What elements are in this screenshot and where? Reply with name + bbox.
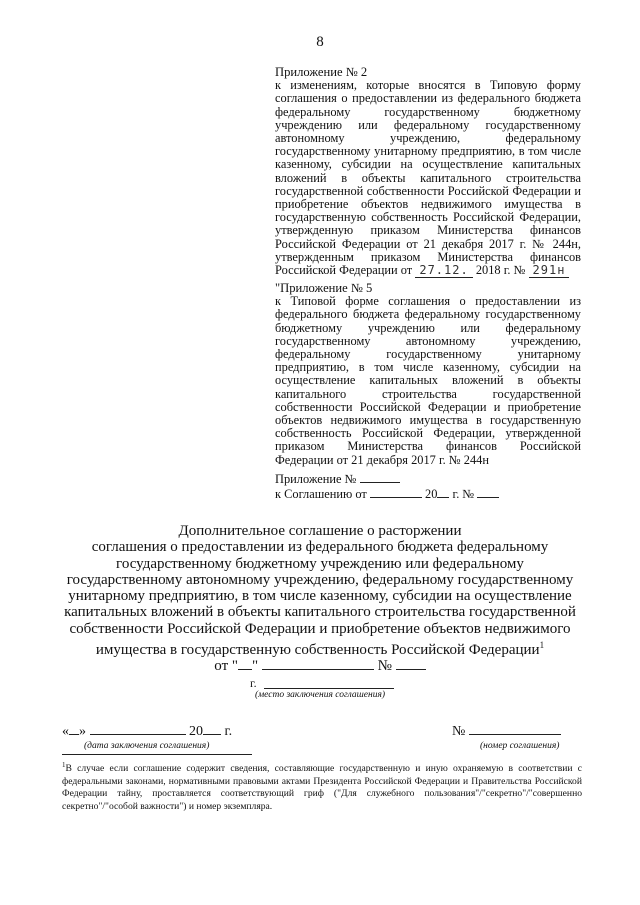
- date-number-label: №: [377, 658, 392, 675]
- agreement-title-line: капитальных вложений в объекты капитального строительства государственной: [64, 604, 576, 621]
- date-year: 20: [189, 724, 203, 739]
- annex-blank-line1: [275, 471, 581, 486]
- annex-2-body: [275, 79, 581, 277]
- agreement-number-label: №: [452, 724, 466, 739]
- place-prefix: г.: [250, 676, 257, 690]
- annex-2-header: [275, 66, 581, 277]
- annex-blank-year-line: [437, 486, 449, 498]
- date-of-conclusion: [62, 723, 262, 751]
- date-day-line: [69, 723, 79, 735]
- annex-5-title: "Приложение № 5: [275, 281, 373, 295]
- annex-2-approved-number: 291н: [529, 263, 570, 278]
- date-suffix: г.: [224, 724, 233, 739]
- annex-2-approved-day: 27.12.: [415, 263, 472, 278]
- date-quote-close: ": [252, 658, 259, 675]
- annex-2-body-text: к изменениям, которые вносятся в Типовую форму соглашения о предоставлении из федерального бюджета федеральному государственному бюджетному учреждению или федеральному государственному автономному учреждению, федеральному государственному унитарному предприятию, в том числе казенному, субсидии на осуществление капитальных вложений в объекты капитального строительства государственной собственности Российской Федерации и приобретение объектов недвижимого имущества в государственную собственность Российской Федерации, утвержденную приказом Министерства финансов Российской Федерации от 21 декабря 2017 г. № 244н,: [275, 78, 581, 251]
- footnote-text: В случае если соглашение содержит сведения, составляющие государственную и иную охраняемую в соответствии с федеральными законами, нормативными правовыми актами Президента Российской Федерации и Правительства Российской Федерации тайну, проставляется соответствующий гриф ("Для служебного пользования"/"секретно"/"совершенно секретно"/"особой важности") и номер экземпляра.: [62, 763, 582, 812]
- annex-2-approved-prefix: утвержденным приказом Министерства финансов Российской Федерации от: [275, 249, 581, 278]
- place-input-line: [264, 688, 394, 689]
- agreement-title-line: соглашения о предоставлении из федерального бюджета федеральному: [91, 539, 549, 556]
- footnote-number: 1: [62, 761, 66, 769]
- annex-blank-date-line: [370, 486, 422, 498]
- agreement-title-line: Дополнительное соглашение о расторжении: [178, 523, 462, 539]
- agreement-title-line: государственному бюджетному учреждению или федеральному: [116, 555, 524, 572]
- annex-2-approved-year: 2018 г. №: [475, 263, 526, 278]
- footnote-ref: 1: [539, 640, 545, 651]
- date-open-quote: «: [62, 724, 69, 739]
- annex-blank-year: 20: [425, 487, 438, 502]
- footnote-divider: [62, 754, 252, 755]
- agreement-title-line: государственному автономному учреждению, федеральному государственному: [66, 571, 574, 588]
- annex-5-body: к Типовой форме соглашения о предоставлении из федерального бюджета федеральному государственному бюджетному учреждению или федеральному государственному автономному учреждению, федеральному государственному унитарному предприятию, в том числе казенному, субсидии на осуществление капитальных вложений в объекты капитального строительства государственной собственности Российской Федерации и приобретение объектов недвижимого имущества в государственную собственность Российской Федерации, утвержденной приказом Министерства финансов Российской Федерации от 21 декабря 2017 г. № 244н: [275, 294, 581, 467]
- page-number: 8: [316, 34, 324, 50]
- footnote: [62, 759, 582, 814]
- annex-2-title: Приложение № 2: [275, 65, 368, 79]
- agreement-date-line: [40, 658, 600, 674]
- annex-blank-header: [275, 471, 581, 501]
- agreement-title-line: унитарному предприятию, в том числе казенному, субсидии на осуществление: [68, 588, 572, 605]
- annex-5-header: [275, 282, 581, 467]
- date-month-line: [262, 658, 374, 670]
- date-caption: (дата заключения соглашения): [84, 741, 210, 751]
- annex-blank-suffix: г. №: [452, 487, 475, 502]
- annex-blank-number-line: [360, 471, 400, 483]
- agreement-title-line: собственности Российской Федерации и приобретение объектов недвижимого: [69, 620, 571, 637]
- place-caption: (место заключения соглашения): [254, 690, 386, 700]
- agreement-number-caption: (номер соглашения): [480, 741, 560, 751]
- date-number-line: [396, 658, 426, 670]
- annex-blank-ref-prefix: к Соглашению от: [275, 487, 367, 502]
- agreement-title-last-line: [40, 637, 600, 658]
- date-close-quote: »: [79, 724, 86, 739]
- agreement-number-line: [469, 723, 561, 735]
- annex-blank-ref-number-line: [477, 486, 499, 498]
- agreement-title-line: имущества в государственную собственность Российской Федерации: [95, 642, 540, 659]
- annex-blank-label: Приложение №: [275, 472, 357, 486]
- agreement-title: [40, 523, 600, 675]
- date-prefix: от ": [214, 658, 239, 675]
- date-year-line: [203, 723, 221, 735]
- annex-blank-line2: [275, 486, 581, 501]
- date-month-line: [90, 723, 186, 735]
- date-day-line: [238, 658, 252, 670]
- agreement-number: [452, 723, 572, 751]
